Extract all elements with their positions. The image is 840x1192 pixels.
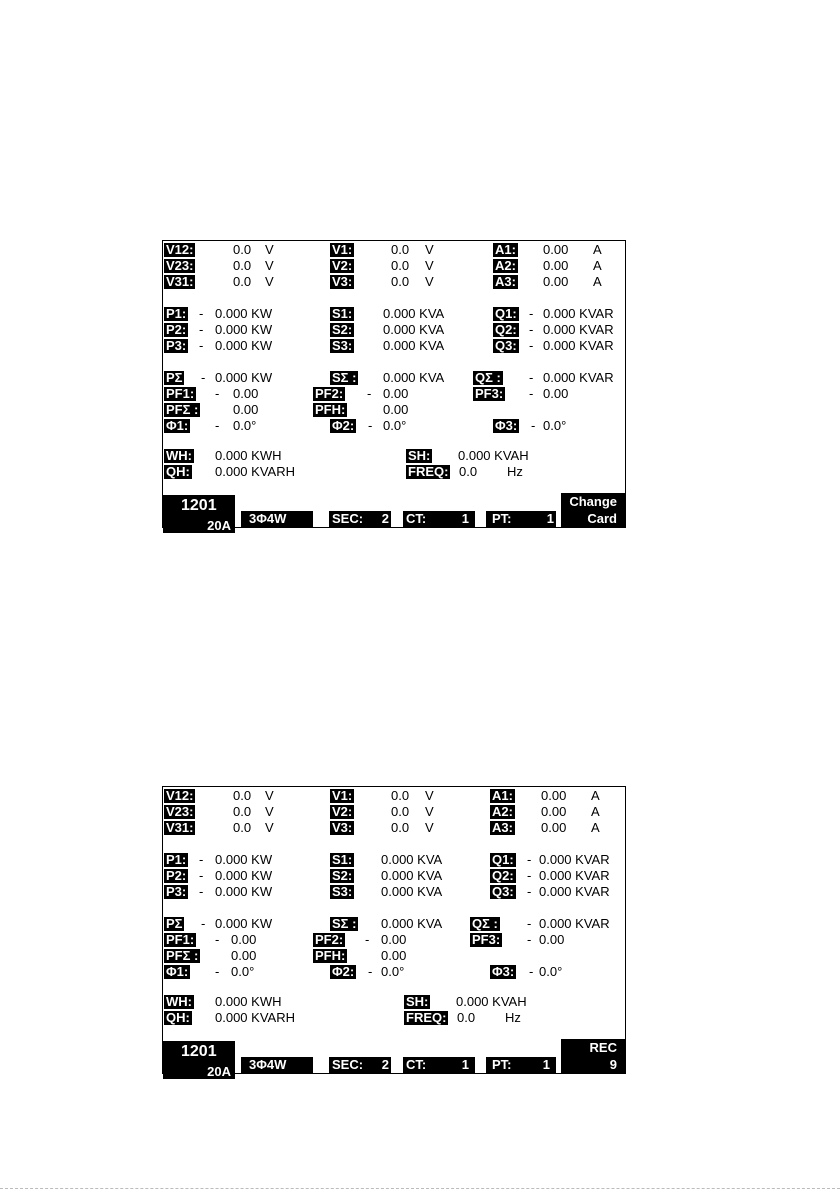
v31-label: V31:	[166, 820, 194, 835]
a1-label: A1:	[495, 242, 516, 257]
pf3-value: 0.00	[539, 932, 565, 947]
v1-unit: V	[425, 242, 434, 257]
meter-screen-rec	[162, 786, 626, 1079]
wiring-mode: 3Φ4W	[249, 1057, 287, 1072]
p-sum-label: PΣ	[166, 916, 183, 931]
pf2-sign: -	[367, 386, 372, 401]
a3-value: 0.00	[543, 274, 569, 289]
wh-label: WH:	[166, 448, 192, 463]
v3-value: 0.0	[391, 820, 410, 835]
p3-value: 0.000 KW	[215, 338, 273, 353]
a2-unit: A	[593, 258, 602, 273]
q1-label: Q1:	[492, 852, 514, 867]
model-block	[163, 495, 235, 533]
phi1-sign: -	[215, 418, 220, 433]
pt-value: 1	[542, 1057, 550, 1072]
page-edge-divider	[0, 1188, 840, 1189]
q2-value: 0.000 KVAR	[539, 868, 610, 883]
phi2-sign: -	[368, 964, 373, 979]
v1-value: 0.0	[391, 242, 410, 257]
pf3-label: PF3:	[475, 386, 504, 401]
change-card-line2: Card	[587, 511, 617, 526]
pf2-value: 0.00	[383, 386, 409, 401]
s-sum-label: SΣ :	[332, 370, 357, 385]
v12-value: 0.0	[233, 242, 252, 257]
p2-sign: -	[199, 322, 204, 337]
qh-value: 0.000 KVARH	[215, 1010, 295, 1025]
a3-label: A3:	[492, 820, 513, 835]
a2-unit: A	[591, 804, 600, 819]
s3-label: S3:	[332, 884, 353, 899]
change-card-button[interactable]	[561, 493, 625, 527]
v23-unit: V	[265, 804, 274, 819]
p-sum-sign: -	[201, 916, 206, 931]
pfh-label: PFH:	[315, 948, 346, 963]
q2-label: Q2:	[495, 322, 517, 337]
q1-sign: -	[529, 306, 534, 321]
v23-label: V23:	[166, 258, 194, 273]
p2-sign: -	[199, 868, 204, 883]
p2-value: 0.000 KW	[215, 322, 273, 337]
current-range: 20A	[207, 518, 231, 533]
v3-unit: V	[425, 274, 434, 289]
p3-sign: -	[199, 338, 204, 353]
sh-label: SH:	[408, 448, 431, 463]
v23-value: 0.0	[233, 258, 252, 273]
p3-label: P3:	[166, 884, 187, 899]
freq-unit: Hz	[507, 464, 523, 479]
v1-value: 0.0	[391, 788, 410, 803]
sec-value: 2	[381, 1057, 389, 1072]
rec-count: 9	[609, 1057, 617, 1072]
s-sum-value: 0.000 KVA	[383, 370, 445, 385]
v12-label: V12:	[166, 788, 194, 803]
s3-value: 0.000 KVA	[381, 884, 443, 899]
a1-value: 0.00	[541, 788, 567, 803]
phi3-sign: -	[531, 418, 536, 433]
v2-value: 0.0	[391, 258, 410, 273]
s3-label: S3:	[332, 338, 353, 353]
v23-label: V23:	[166, 804, 194, 819]
v2-unit: V	[425, 258, 434, 273]
v2-value: 0.0	[391, 804, 410, 819]
pfh-value: 0.00	[381, 948, 407, 963]
p-sum-value: 0.000 KW	[215, 370, 273, 385]
s1-value: 0.000 KVA	[383, 306, 445, 321]
ct-label: CT:	[406, 1057, 427, 1072]
v3-label: V3:	[332, 820, 353, 835]
q3-value: 0.000 KVAR	[543, 338, 614, 353]
freq-value: 0.0	[457, 1010, 476, 1025]
q-sum-sign: -	[527, 916, 532, 931]
p-sum-value: 0.000 KW	[215, 916, 273, 931]
phi3-sign: -	[529, 964, 534, 979]
model-number: 1201	[181, 1043, 217, 1060]
p1-sign: -	[199, 306, 204, 321]
v31-unit: V	[265, 274, 274, 289]
phi1-label: Φ1:	[166, 964, 189, 979]
v23-value: 0.0	[233, 804, 252, 819]
a3-label: A3:	[495, 274, 516, 289]
v31-value: 0.0	[233, 820, 252, 835]
v3-value: 0.0	[391, 274, 410, 289]
q3-sign: -	[529, 338, 534, 353]
ct-label: CT:	[406, 511, 427, 526]
a3-value: 0.00	[541, 820, 567, 835]
pf3-sign: -	[529, 386, 534, 401]
change-card-line1: Change	[569, 494, 617, 509]
freq-unit: Hz	[505, 1010, 521, 1025]
pt-field	[486, 1057, 556, 1073]
v1-label: V1:	[332, 788, 353, 803]
p1-label: P1:	[166, 852, 187, 867]
qh-label: QH:	[166, 464, 190, 479]
p1-label: P1:	[166, 306, 187, 321]
phi3-value: 0.0°	[539, 964, 563, 979]
v12-unit: V	[265, 242, 274, 257]
pf1-sign: -	[215, 932, 220, 947]
p2-value: 0.000 KW	[215, 868, 273, 883]
v23-unit: V	[265, 258, 274, 273]
sh-value: 0.000 KVAH	[458, 448, 529, 463]
sec-field	[329, 1057, 391, 1073]
pf3-value: 0.00	[543, 386, 569, 401]
a2-label: A2:	[492, 804, 513, 819]
sec-field	[329, 511, 391, 527]
pfh-label: PFH:	[315, 402, 346, 417]
pf3-label: PF3:	[472, 932, 501, 947]
pf2-label: PF2:	[315, 932, 344, 947]
q2-value: 0.000 KVAR	[543, 322, 614, 337]
s1-label: S1:	[332, 852, 353, 867]
v12-label: V12:	[166, 242, 194, 257]
model-block	[163, 1041, 235, 1079]
p2-label: P2:	[166, 868, 187, 883]
pf-sum-value: 0.00	[231, 948, 257, 963]
q2-sign: -	[527, 868, 532, 883]
pf1-value: 0.00	[231, 932, 257, 947]
phi1-value: 0.0°	[231, 964, 255, 979]
freq-value: 0.0	[459, 464, 478, 479]
s1-label: S1:	[332, 306, 353, 321]
pf-sum-value: 0.00	[233, 402, 259, 417]
q-sum-sign: -	[529, 370, 534, 385]
phi2-label: Φ2:	[332, 418, 355, 433]
pf2-value: 0.00	[381, 932, 407, 947]
phi2-value: 0.0°	[381, 964, 405, 979]
q3-value: 0.000 KVAR	[539, 884, 610, 899]
rec-label: REC	[589, 1040, 617, 1055]
q3-label: Q3:	[492, 884, 514, 899]
q1-label: Q1:	[495, 306, 517, 321]
q1-sign: -	[527, 852, 532, 867]
freq-label: FREQ:	[406, 1010, 447, 1025]
pfh-value: 0.00	[383, 402, 409, 417]
pf1-label: PF1:	[166, 932, 195, 947]
p2-label: P2:	[166, 322, 187, 337]
q-sum-label: QΣ :	[475, 370, 501, 385]
q-sum-label: QΣ :	[472, 916, 498, 931]
qh-value: 0.000 KVARH	[215, 464, 295, 479]
q-sum-value: 0.000 KVAR	[543, 370, 614, 385]
meter-screen-change-card	[162, 240, 626, 533]
p3-value: 0.000 KW	[215, 884, 273, 899]
a2-label: A2:	[495, 258, 516, 273]
sh-value: 0.000 KVAH	[456, 994, 527, 1009]
s-sum-label: SΣ :	[332, 916, 357, 931]
v31-label: V31:	[166, 274, 194, 289]
s-sum-value: 0.000 KVA	[381, 916, 443, 931]
phi3-label: Φ3:	[492, 964, 515, 979]
pf2-sign: -	[365, 932, 370, 947]
pf1-sign: -	[215, 386, 220, 401]
pf2-label: PF2:	[315, 386, 344, 401]
q2-label: Q2:	[492, 868, 514, 883]
v3-unit: V	[425, 820, 434, 835]
pt-label: PT:	[492, 511, 512, 526]
v2-unit: V	[425, 804, 434, 819]
q1-value: 0.000 KVAR	[543, 306, 614, 321]
q3-sign: -	[527, 884, 532, 899]
p-sum-label: PΣ	[166, 370, 183, 385]
q-sum-value: 0.000 KVAR	[539, 916, 610, 931]
a1-unit: A	[593, 242, 602, 257]
s2-value: 0.000 KVA	[383, 322, 445, 337]
v12-value: 0.0	[233, 788, 252, 803]
pt-value: 1	[546, 511, 554, 526]
v31-unit: V	[265, 820, 274, 835]
a3-unit: A	[591, 820, 600, 835]
v3-label: V3:	[332, 274, 353, 289]
freq-label: FREQ:	[408, 464, 449, 479]
sec-label: SEC:	[332, 511, 364, 526]
qh-label: QH:	[166, 1010, 190, 1025]
a3-unit: A	[593, 274, 602, 289]
phi1-label: Φ1:	[166, 418, 189, 433]
phi3-value: 0.0°	[543, 418, 567, 433]
phi3-label: Φ3:	[495, 418, 518, 433]
wh-value: 0.000 KWH	[215, 994, 282, 1009]
phi1-value: 0.0°	[233, 418, 257, 433]
sh-label: SH:	[406, 994, 429, 1009]
pf3-sign: -	[527, 932, 532, 947]
p1-sign: -	[199, 852, 204, 867]
ct-value: 1	[461, 511, 469, 526]
a1-value: 0.00	[543, 242, 569, 257]
pf-sum-label: PFΣ :	[166, 948, 199, 963]
s2-label: S2:	[332, 868, 353, 883]
s1-value: 0.000 KVA	[381, 852, 443, 867]
v1-label: V1:	[332, 242, 353, 257]
phi2-label: Φ2:	[332, 964, 355, 979]
pt-label: PT:	[492, 1057, 512, 1072]
phi2-value: 0.0°	[383, 418, 407, 433]
a2-value: 0.00	[541, 804, 567, 819]
a2-value: 0.00	[543, 258, 569, 273]
rec-indicator[interactable]	[561, 1039, 625, 1073]
p-sum-sign: -	[201, 370, 206, 385]
current-range: 20A	[207, 1064, 231, 1079]
wiring-field	[241, 511, 313, 527]
sec-label: SEC:	[332, 1057, 364, 1072]
v2-label: V2:	[332, 804, 353, 819]
wh-label: WH:	[166, 994, 192, 1009]
wh-value: 0.000 KWH	[215, 448, 282, 463]
s2-label: S2:	[332, 322, 353, 337]
v31-value: 0.0	[233, 274, 252, 289]
wiring-field	[241, 1057, 313, 1073]
p3-sign: -	[199, 884, 204, 899]
a1-unit: A	[591, 788, 600, 803]
model-number: 1201	[181, 497, 217, 514]
p1-value: 0.000 KW	[215, 852, 273, 867]
v12-unit: V	[265, 788, 274, 803]
s3-value: 0.000 KVA	[383, 338, 445, 353]
a1-label: A1:	[492, 788, 513, 803]
pt-field	[486, 511, 556, 527]
ct-field	[403, 1057, 475, 1073]
pf-sum-label: PFΣ :	[166, 402, 199, 417]
wiring-mode: 3Φ4W	[249, 511, 287, 526]
v2-label: V2:	[332, 258, 353, 273]
pf1-value: 0.00	[233, 386, 259, 401]
phi2-sign: -	[368, 418, 373, 433]
pf1-label: PF1:	[166, 386, 195, 401]
ct-field	[403, 511, 475, 527]
sec-value: 2	[381, 511, 389, 526]
phi1-sign: -	[215, 964, 220, 979]
p1-value: 0.000 KW	[215, 306, 273, 321]
v1-unit: V	[425, 788, 434, 803]
p3-label: P3:	[166, 338, 187, 353]
q2-sign: -	[529, 322, 534, 337]
ct-value: 1	[461, 1057, 469, 1072]
q3-label: Q3:	[495, 338, 517, 353]
s2-value: 0.000 KVA	[381, 868, 443, 883]
q1-value: 0.000 KVAR	[539, 852, 610, 867]
